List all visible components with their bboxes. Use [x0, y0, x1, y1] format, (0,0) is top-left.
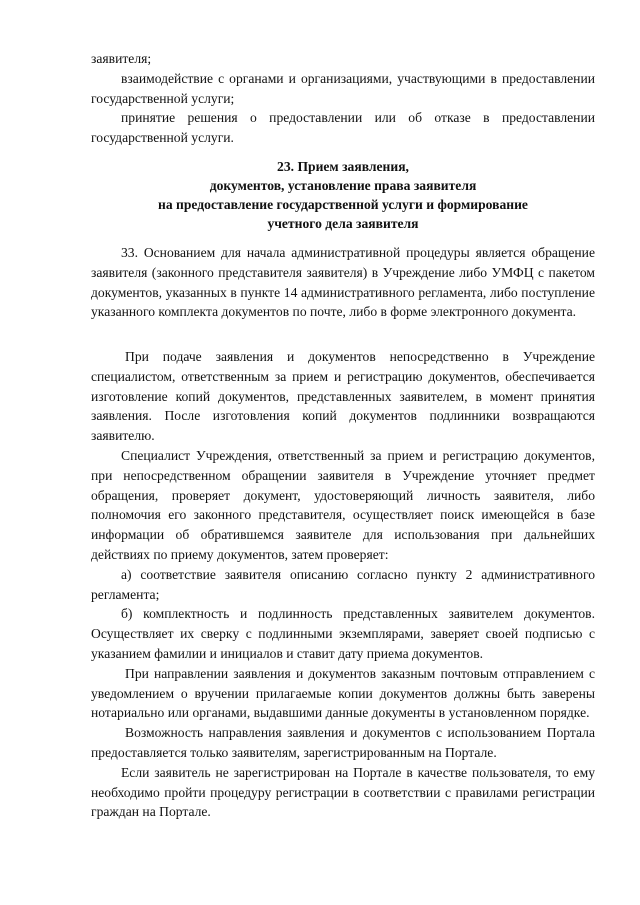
paragraph-decision: принятие решения о предоставлении или об отказе в предоставлении государственной услуги. [91, 110, 595, 146]
paragraph-specialist: Специалист Учреждения, ответственный за прием и регистрацию документов, при непосредственном обращении заявителя в Учреждение уточняет предмет обращения, проверяет документ, удостоверяющий личность заявителя, либо полномочия его законного представителя, осуществляет поиск имеющейся в базе информации об обратившемся заявителе для использования при дальнейших действиях по приему документов, затем проверяет: [91, 447, 595, 562]
paragraph-portal: Возможность направления заявления и документов с использованием Портала предоставляется только заявителям, зарегистрированным на Портале. [91, 725, 595, 760]
paragraph-applicant: заявителя; [91, 51, 152, 66]
section-heading [91, 157, 595, 233]
paragraph-33-block [91, 243, 595, 322]
intro-block [91, 49, 595, 148]
paragraph-mail: При направлении заявления и документов заказным почтовым отправлением с уведомлением о вручении прилагаемые копии документов должны быть заверены нотариально или органами, выдавшими данные документы в установленном порядке. [91, 665, 595, 721]
body-block [91, 347, 595, 822]
section-title-line: 23. Прием заявления, [277, 159, 409, 174]
list-item-b: б) комплектность и подлинность представленных заявителем документов. Осуществляет их сверку с подлинными экземплярами, заверяет своей подписью с указанием фамилии и инициалов и ставит дату приема документов. [91, 606, 595, 661]
paragraph-33: 33. Основанием для начала административной процедуры является обращение заявителя (законного представителя заявителя) в Учреждение либо УМФЦ с пакетом документов, указанных в пункте 14 административного регламента, либо поступление указанного комплекта документов по почте, либо в форме электронного документа. [91, 245, 595, 320]
section-title-line: на предоставление государственной услуги и формирование [158, 197, 528, 212]
section-title-line: документов, установление права заявителя [209, 178, 477, 193]
section-title-line: учетного дела заявителя [267, 216, 419, 231]
paragraph-interaction: взаимодействие с органами и организациями, участвующими в предоставлении государственной услуги; [91, 70, 595, 106]
list-item-a: а) соответствие заявителя описанию согласно пункту 2 административного регламента; [91, 566, 595, 602]
paragraph-registration: Если заявитель не зарегистрирован на Портале в качестве пользователя, то ему необходимо пройти процедуру регистрации в соответствии с правилами регистрации граждан на Портале. [91, 764, 595, 820]
paragraph-direct-submission: При подаче заявления и документов непосредственно в Учреждение специалистом, ответственным за прием и регистрацию документов, обеспечивается изготовление копий документов, представленных заявителем, в момент принятия заявления. После изготовления копий документов подлинники возвращаются заявителю. [91, 349, 595, 444]
